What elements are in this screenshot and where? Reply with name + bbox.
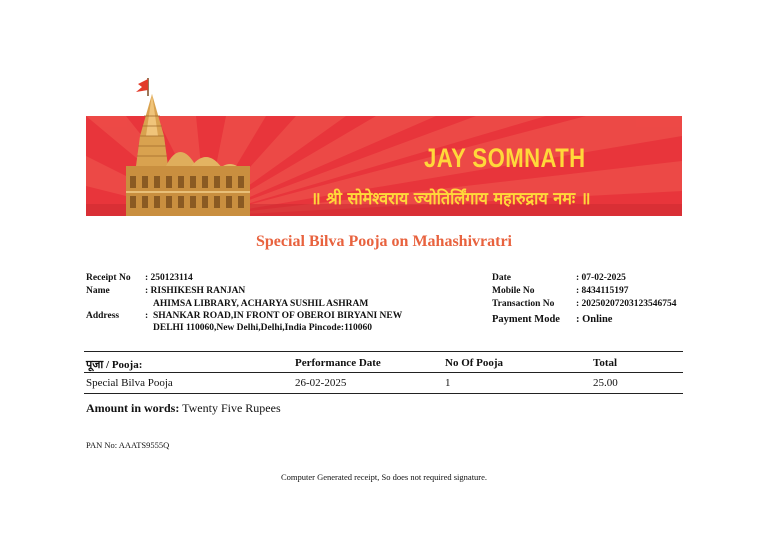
payment-mode-label: Payment Mode bbox=[492, 314, 560, 325]
date-value: : 07-02-2025 bbox=[576, 273, 626, 283]
transaction-value: : 20250207203123546754 bbox=[576, 299, 677, 309]
amount-in-words bbox=[86, 401, 281, 416]
table-header-rule bbox=[84, 372, 683, 373]
header-pooja: पूजा / Pooja: bbox=[86, 359, 143, 371]
header-performance-date: Performance Date bbox=[295, 357, 381, 369]
pan-number: PAN No: AAATS9555Q bbox=[86, 440, 170, 450]
somnath-temple-image bbox=[118, 76, 254, 218]
banner-title: JAY SOMNATH bbox=[424, 143, 586, 173]
payment-mode-value: : Online bbox=[576, 314, 613, 325]
name-label: Name bbox=[86, 286, 110, 296]
address-value bbox=[153, 298, 443, 334]
cell-performance-date: 26-02-2025 bbox=[295, 377, 347, 389]
date-label: Date bbox=[492, 273, 511, 283]
banner-mantra: ॥ श्री सोमेश्वराय ज्योतिर्लिंगाय महारुद्राय नमः ॥ bbox=[311, 189, 591, 209]
header-total: Total bbox=[593, 357, 618, 369]
table-bottom-rule bbox=[84, 393, 683, 394]
address-line-1: AHIMSA LIBRARY, ACHARYA SUSHIL ASHRAM bbox=[153, 299, 369, 309]
mobile-value: : 8434115197 bbox=[576, 286, 629, 296]
cell-pooja: Special Bilva Pooja bbox=[86, 377, 173, 389]
table-top-rule bbox=[84, 351, 683, 352]
receipt-title: Special Bilva Pooja on Mahashivratri bbox=[256, 233, 512, 250]
header-no-of-pooja: No Of Pooja bbox=[445, 357, 504, 369]
address-colon: : bbox=[145, 311, 149, 321]
address-line-3: DELHI 110060,New Delhi,Delhi,India Pincode:110060 bbox=[153, 323, 373, 333]
receipt-no-value: : 250123114 bbox=[145, 273, 193, 283]
transaction-label: Transaction No bbox=[492, 299, 555, 309]
name-value: : RISHIKESH RANJAN bbox=[145, 286, 246, 296]
amount-label: Amount in words: bbox=[86, 401, 180, 415]
address-line-2: SHANKAR ROAD,IN FRONT OF OBEROI BIRYANI NEW bbox=[153, 311, 403, 321]
footer-note: Computer Generated receipt, So does not required signature. bbox=[280, 472, 488, 482]
cell-total: 25.00 bbox=[593, 377, 618, 389]
cell-no-of-pooja: 1 bbox=[445, 377, 451, 389]
mobile-label: Mobile No bbox=[492, 286, 535, 296]
receipt-no-label: Receipt No bbox=[86, 273, 131, 283]
address-label: Address bbox=[86, 311, 120, 321]
amount-value: Twenty Five Rupees bbox=[179, 401, 281, 415]
